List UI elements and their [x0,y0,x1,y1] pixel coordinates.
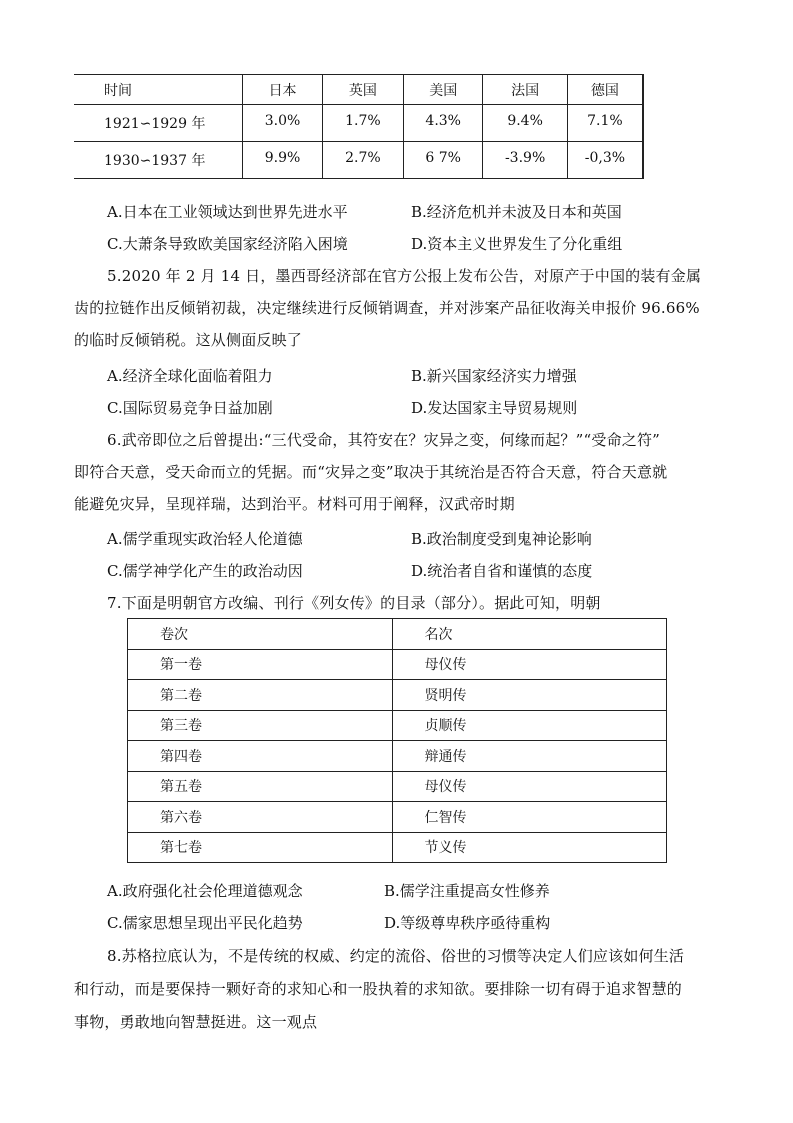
q5-stem-line: 的临时反倾销税。这从侧面反映了 [74,331,303,349]
table-cell: 辩通传 [392,741,667,772]
q4-option-a: A.日本在工业领域达到世界先进水平 [107,203,348,221]
table-cell: 第五卷 [128,771,393,802]
q4-option-b: B.经济危机并未波及日本和英国 [411,203,622,221]
table-header-cell: 日本 [243,75,322,105]
table-header-cell: 英国 [322,75,403,105]
q7-stem: 7.下面是明朝官方改编、刊行《列女传》的目录（部分）。据此可知，明朝 [107,594,601,612]
lienu-zhuan-catalog-table [127,618,667,863]
table-cell: 9.4% [483,105,567,142]
q6-option-a: A.儒学重现实政治轻人伦道德 [107,530,303,548]
q5-option-d: D.发达国家主导贸易规则 [411,399,578,417]
q8-stem-line: 和行动，而是要保持一颗好奇的求知心和一股执着的求知欲。要排除一切有碍于追求智慧的 [74,980,683,998]
table-cell: 1930∽1937 年 [74,142,243,179]
table-header-row [74,75,643,105]
q7-option-c: C.儒家思想呈现出平民化趋势 [107,914,303,932]
table-row [74,105,643,142]
table-header-cell: 美国 [404,75,483,105]
table-header-row [128,619,667,650]
table-header-cell: 法国 [483,75,567,105]
table-cell: 母仪传 [392,771,667,802]
q6-option-d: D.统治者自省和谨慎的态度 [411,562,593,580]
table-cell: 3.0% [243,105,322,142]
q5-option-a: A.经济全球化面临着阻力 [107,367,273,385]
table-cell: 1921∽1929 年 [74,105,243,142]
table-header-cell: 德国 [567,75,643,105]
q8-stem-line: 8.苏格拉底认为，不是传统的权威、约定的流俗、俗世的习惯等决定人们应该如何生活 [107,947,685,965]
q5-option-b: B.新兴国家经济实力增强 [411,367,577,385]
table-cell: 仁智传 [392,802,667,833]
table-cell: 节义传 [392,832,667,863]
q6-option-c: C.儒学神学化产生的政治动因 [107,562,303,580]
table-cell: 第七卷 [128,832,393,863]
table-cell: 7.1% [567,105,643,142]
q4-option-d: D.资本主义世界发生了分化重组 [411,235,623,253]
q5-option-c: C.国际贸易竞争日益加剧 [107,399,273,417]
table-header-cell: 卷次 [128,619,393,650]
table-cell: 第一卷 [128,649,393,680]
q4-option-c: C.大萧条导致欧美国家经济陷入困境 [107,235,348,253]
q6-stem-line: 能避免灾异，呈现祥瑞，达到治平。材料可用于阐释，汉武帝时期 [74,495,515,513]
q7-option-b: B.儒学注重提高女性修养 [384,882,550,900]
table-row [74,142,643,179]
q6-stem-line: 即符合天意，受天命而立的凭据。而“灾异之变”取决于其统治是否符合天意，符合天意就 [74,463,668,481]
table-cell: 母仪传 [392,649,667,680]
table-row [128,710,667,741]
table-row [128,741,667,772]
table-row [128,649,667,680]
table-cell: 2.7% [322,142,403,179]
table-row [128,832,667,863]
q6-option-b: B.政治制度受到鬼神论影响 [411,530,592,548]
table-cell: -3.9% [483,142,567,179]
table-row [128,680,667,711]
table-row [128,802,667,833]
table-cell: 6 7% [404,142,483,179]
q7-option-d: D.等级尊卑秩序亟待重构 [384,914,551,932]
table-row [128,771,667,802]
growth-rate-table [74,74,644,179]
q5-stem-line: 齿的拉链作出反倾销初裁，决定继续进行反倾销调查，并对涉案产品征收海关申报价 96.66% [74,299,700,317]
table-cell: 4.3% [404,105,483,142]
table-cell: 第二卷 [128,680,393,711]
table-cell: 第三卷 [128,710,393,741]
table-cell: 贤明传 [392,680,667,711]
table-header-cell: 名次 [392,619,667,650]
table-cell: 9.9% [243,142,322,179]
table-cell: 1.7% [322,105,403,142]
table-cell: 第四卷 [128,741,393,772]
table-header-cell: 时间 [74,75,243,105]
q5-stem-line: 5.2020 年 2 月 14 日，墨西哥经济部在官方公报上发布公告，对原产于中国的装有金属 [107,267,702,285]
q8-stem-line: 事物，勇敢地向智慧挺进。这一观点 [74,1013,318,1031]
table-cell: 第六卷 [128,802,393,833]
table-cell: -0,3% [567,142,643,179]
q7-option-a: A.政府强化社会伦理道德观念 [107,882,303,900]
q6-stem-line: 6.武帝即位之后曾提出:“三代受命，其符安在？灾异之变，何缘而起？”“受命之符” [107,431,661,449]
table-cell: 贞顺传 [392,710,667,741]
